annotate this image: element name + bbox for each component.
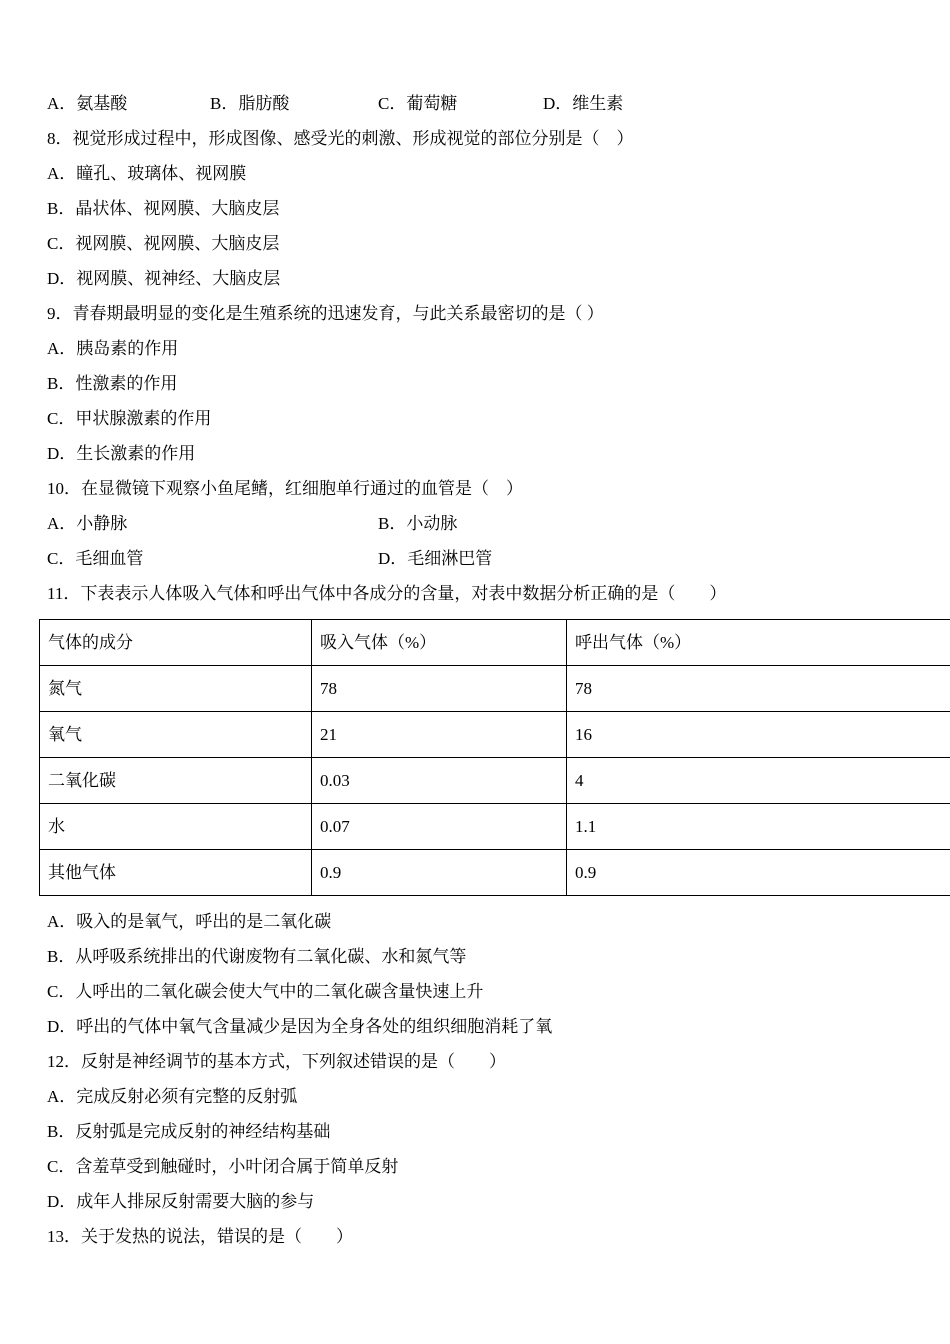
table-cell: 二氧化碳: [40, 758, 312, 804]
q8-option-b: B．晶状体、视网膜、大脑皮层: [47, 199, 280, 218]
q7-option-a: A．氨基酸: [47, 94, 128, 113]
table-row: [40, 666, 950, 712]
q12-option-c: C．含羞草受到触碰时，小叶闭合属于简单反射: [47, 1157, 399, 1176]
q9-option-d: D．生长激素的作用: [47, 444, 196, 463]
q12-option-d: D．成年人排尿反射需要大脑的参与: [47, 1192, 315, 1211]
table-cell: 1.1: [567, 804, 950, 850]
q9-option-a: A．胰岛素的作用: [47, 339, 179, 358]
table-cell: 0.9: [312, 850, 567, 896]
q10-option-d: D．毛细淋巴管: [378, 549, 493, 568]
q8-option-a: A．瞳孔、玻璃体、视网膜: [47, 164, 247, 183]
table-cell: 其他气体: [40, 850, 312, 896]
table-cell: 4: [567, 758, 950, 804]
table-cell: 78: [567, 666, 950, 712]
table-cell: 氧气: [40, 712, 312, 758]
table-cell: 0.03: [312, 758, 567, 804]
q12-option-a: A．完成反射必须有完整的反射弧: [47, 1087, 298, 1106]
q8-option-c: C．视网膜、视网膜、大脑皮层: [47, 234, 280, 253]
q10-option-a: A．小静脉: [47, 514, 128, 533]
q10-option-c: C．毛细血管: [47, 549, 144, 568]
question-10-stem: 10．在显微镜下观察小鱼尾鳍，红细胞单行通过的血管是（ ）: [47, 479, 523, 498]
question-7-options-row: [47, 94, 912, 114]
question-12-stem: 12．反射是神经调节的基本方式，下列叙述错误的是（ ）: [47, 1052, 506, 1071]
question-10-options-row-1: [47, 514, 912, 534]
q11-option-c: C．人呼出的二氧化碳会使大气中的二氧化碳含量快速上升: [47, 982, 484, 1001]
q7-option-b: B．脂肪酸: [210, 94, 290, 113]
table-cell: 0.9: [567, 850, 950, 896]
table-cell: 0.07: [312, 804, 567, 850]
q7-option-d: D．维生素: [543, 94, 624, 113]
table-row: [40, 712, 950, 758]
table-header-row: [40, 620, 950, 666]
q11-option-b: B．从呼吸系统排出的代谢废物有二氧化碳、水和氮气等: [47, 947, 467, 966]
table-cell: 氮气: [40, 666, 312, 712]
table-row: [40, 758, 950, 804]
table-row: [40, 804, 950, 850]
table-header-inhaled: 吸入气体（%）: [312, 620, 567, 666]
q11-option-d: D．呼出的气体中氧气含量减少是因为全身各处的组织细胞消耗了氧: [47, 1017, 553, 1036]
question-13-stem: 13．关于发热的说法，错误的是（ ）: [47, 1227, 353, 1246]
table-cell: 水: [40, 804, 312, 850]
q11-option-a: A．吸入的是氧气，呼出的是二氧化碳: [47, 912, 332, 931]
table-row: [40, 850, 950, 896]
q12-option-b: B．反射弧是完成反射的神经结构基础: [47, 1122, 331, 1141]
table-cell: 16: [567, 712, 950, 758]
table-cell: 78: [312, 666, 567, 712]
gas-composition-table: [39, 619, 950, 896]
q10-option-b: B．小动脉: [378, 514, 458, 533]
table-header-exhaled: 呼出气体（%）: [567, 620, 950, 666]
q9-option-c: C．甲状腺激素的作用: [47, 409, 212, 428]
q7-option-c: C．葡萄糖: [378, 94, 458, 113]
q8-option-d: D．视网膜、视神经、大脑皮层: [47, 269, 281, 288]
table-cell: 21: [312, 712, 567, 758]
table-header-component: 气体的成分: [40, 620, 312, 666]
question-10-options-row-2: [47, 549, 912, 569]
question-8-stem: 8．视觉形成过程中，形成图像、感受光的刺激、形成视觉的部位分别是（ ）: [47, 129, 634, 148]
question-9-stem: 9．青春期最明显的变化是生殖系统的迅速发育，与此关系最密切的是（ ）: [47, 304, 604, 323]
question-11-stem: 11．下表表示人体吸入气体和呼出气体中各成分的含量，对表中数据分析正确的是（ ）: [47, 584, 727, 603]
q9-option-b: B．性激素的作用: [47, 374, 178, 393]
